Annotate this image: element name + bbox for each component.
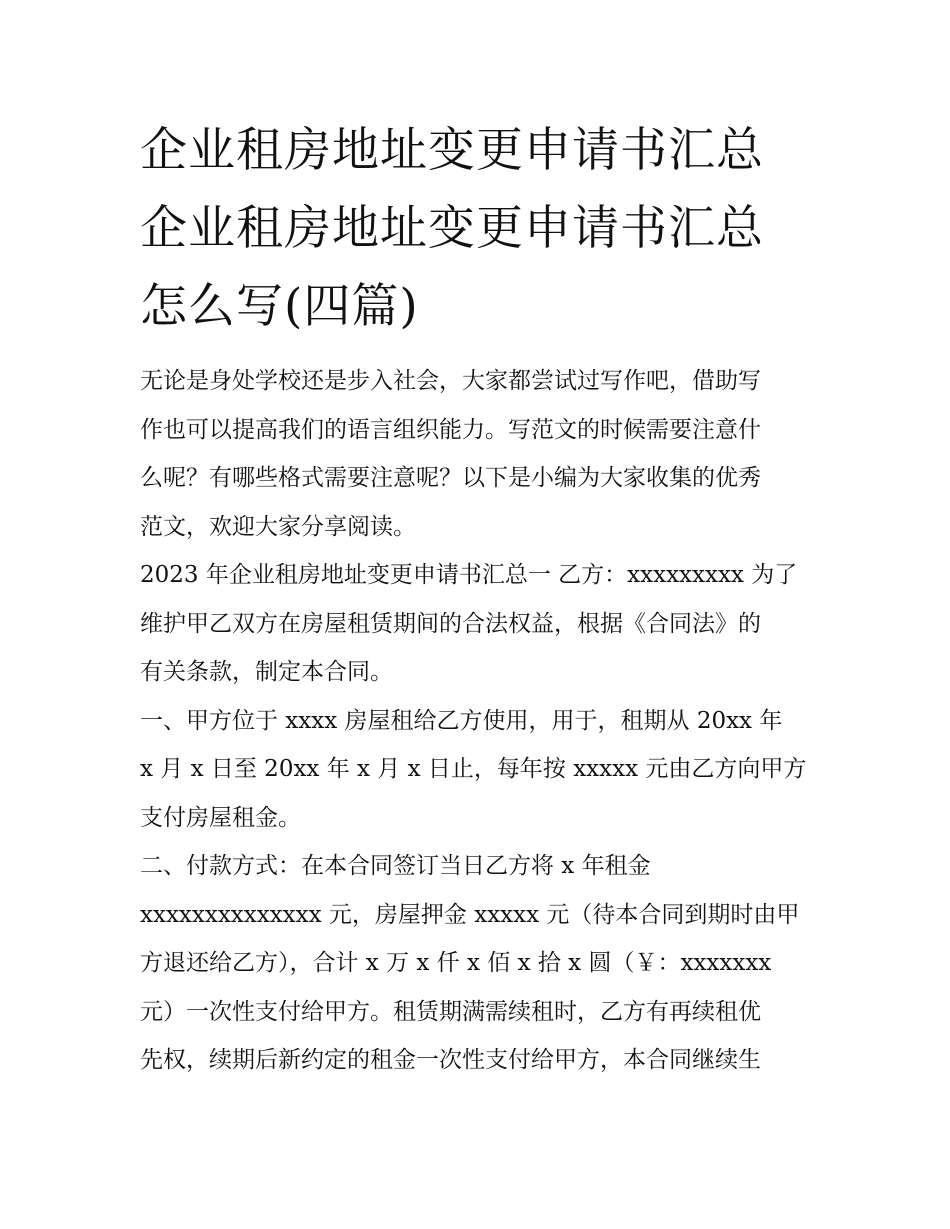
document-body <box>140 357 820 1085</box>
document-title <box>140 112 820 346</box>
title-line: 企业租房地址变更申请书汇总 <box>140 201 764 256</box>
body-line: 先权，续期后新约定的租金一次性支付给甲方，本合同继续生 <box>140 1047 761 1073</box>
body-line: 范文，欢迎大家分享阅读。 <box>140 513 416 540</box>
body-line: 方退还给乙方），合计 x 万 x 仟 x 佰 x 拾 x 圆（￥：xxxxxxx <box>140 950 772 976</box>
title-line: 怎么写(四篇) <box>140 279 419 334</box>
body-line: 2023 年企业租房地址变更申请书汇总一 乙方：xxxxxxxxx 为了 <box>140 562 798 588</box>
body-line: 元）一次性支付给甲方。租赁期满需续租时，乙方有再续租优 <box>140 998 761 1025</box>
body-line: 二、付款方式：在本合同签订当日乙方将 x 年租金 <box>140 853 651 879</box>
body-line: 作也可以提高我们的语言组织能力。写范文的时候需要注意什 <box>140 416 761 443</box>
body-line: 么呢？有哪些格式需要注意呢？以下是小编为大家收集的优秀 <box>140 465 761 491</box>
body-line: 支付房屋租金。 <box>140 804 301 831</box>
body-line: 无论是身处学校还是步入社会，大家都尝试过写作吧，借助写 <box>140 368 761 394</box>
body-line: 维护甲乙双方在房屋租赁期间的合法权益，根据《合同法》的 <box>140 610 761 637</box>
body-line: x 月 x 日至 20xx 年 x 月 x 日止，每年按 xxxxx 元由乙方向甲方 <box>140 756 807 782</box>
title-line: 企业租房地址变更申请书汇总 <box>140 123 764 178</box>
body-line: xxxxxxxxxxxxxx 元，房屋押金 xxxxx 元（待本合同到期时由甲 <box>140 901 800 928</box>
body-line: 一、甲方位于 xxxx 房屋租给乙方使用，用于，租期从 20xx 年 <box>140 707 783 734</box>
body-line: 有关条款，制定本合同。 <box>140 659 393 685</box>
